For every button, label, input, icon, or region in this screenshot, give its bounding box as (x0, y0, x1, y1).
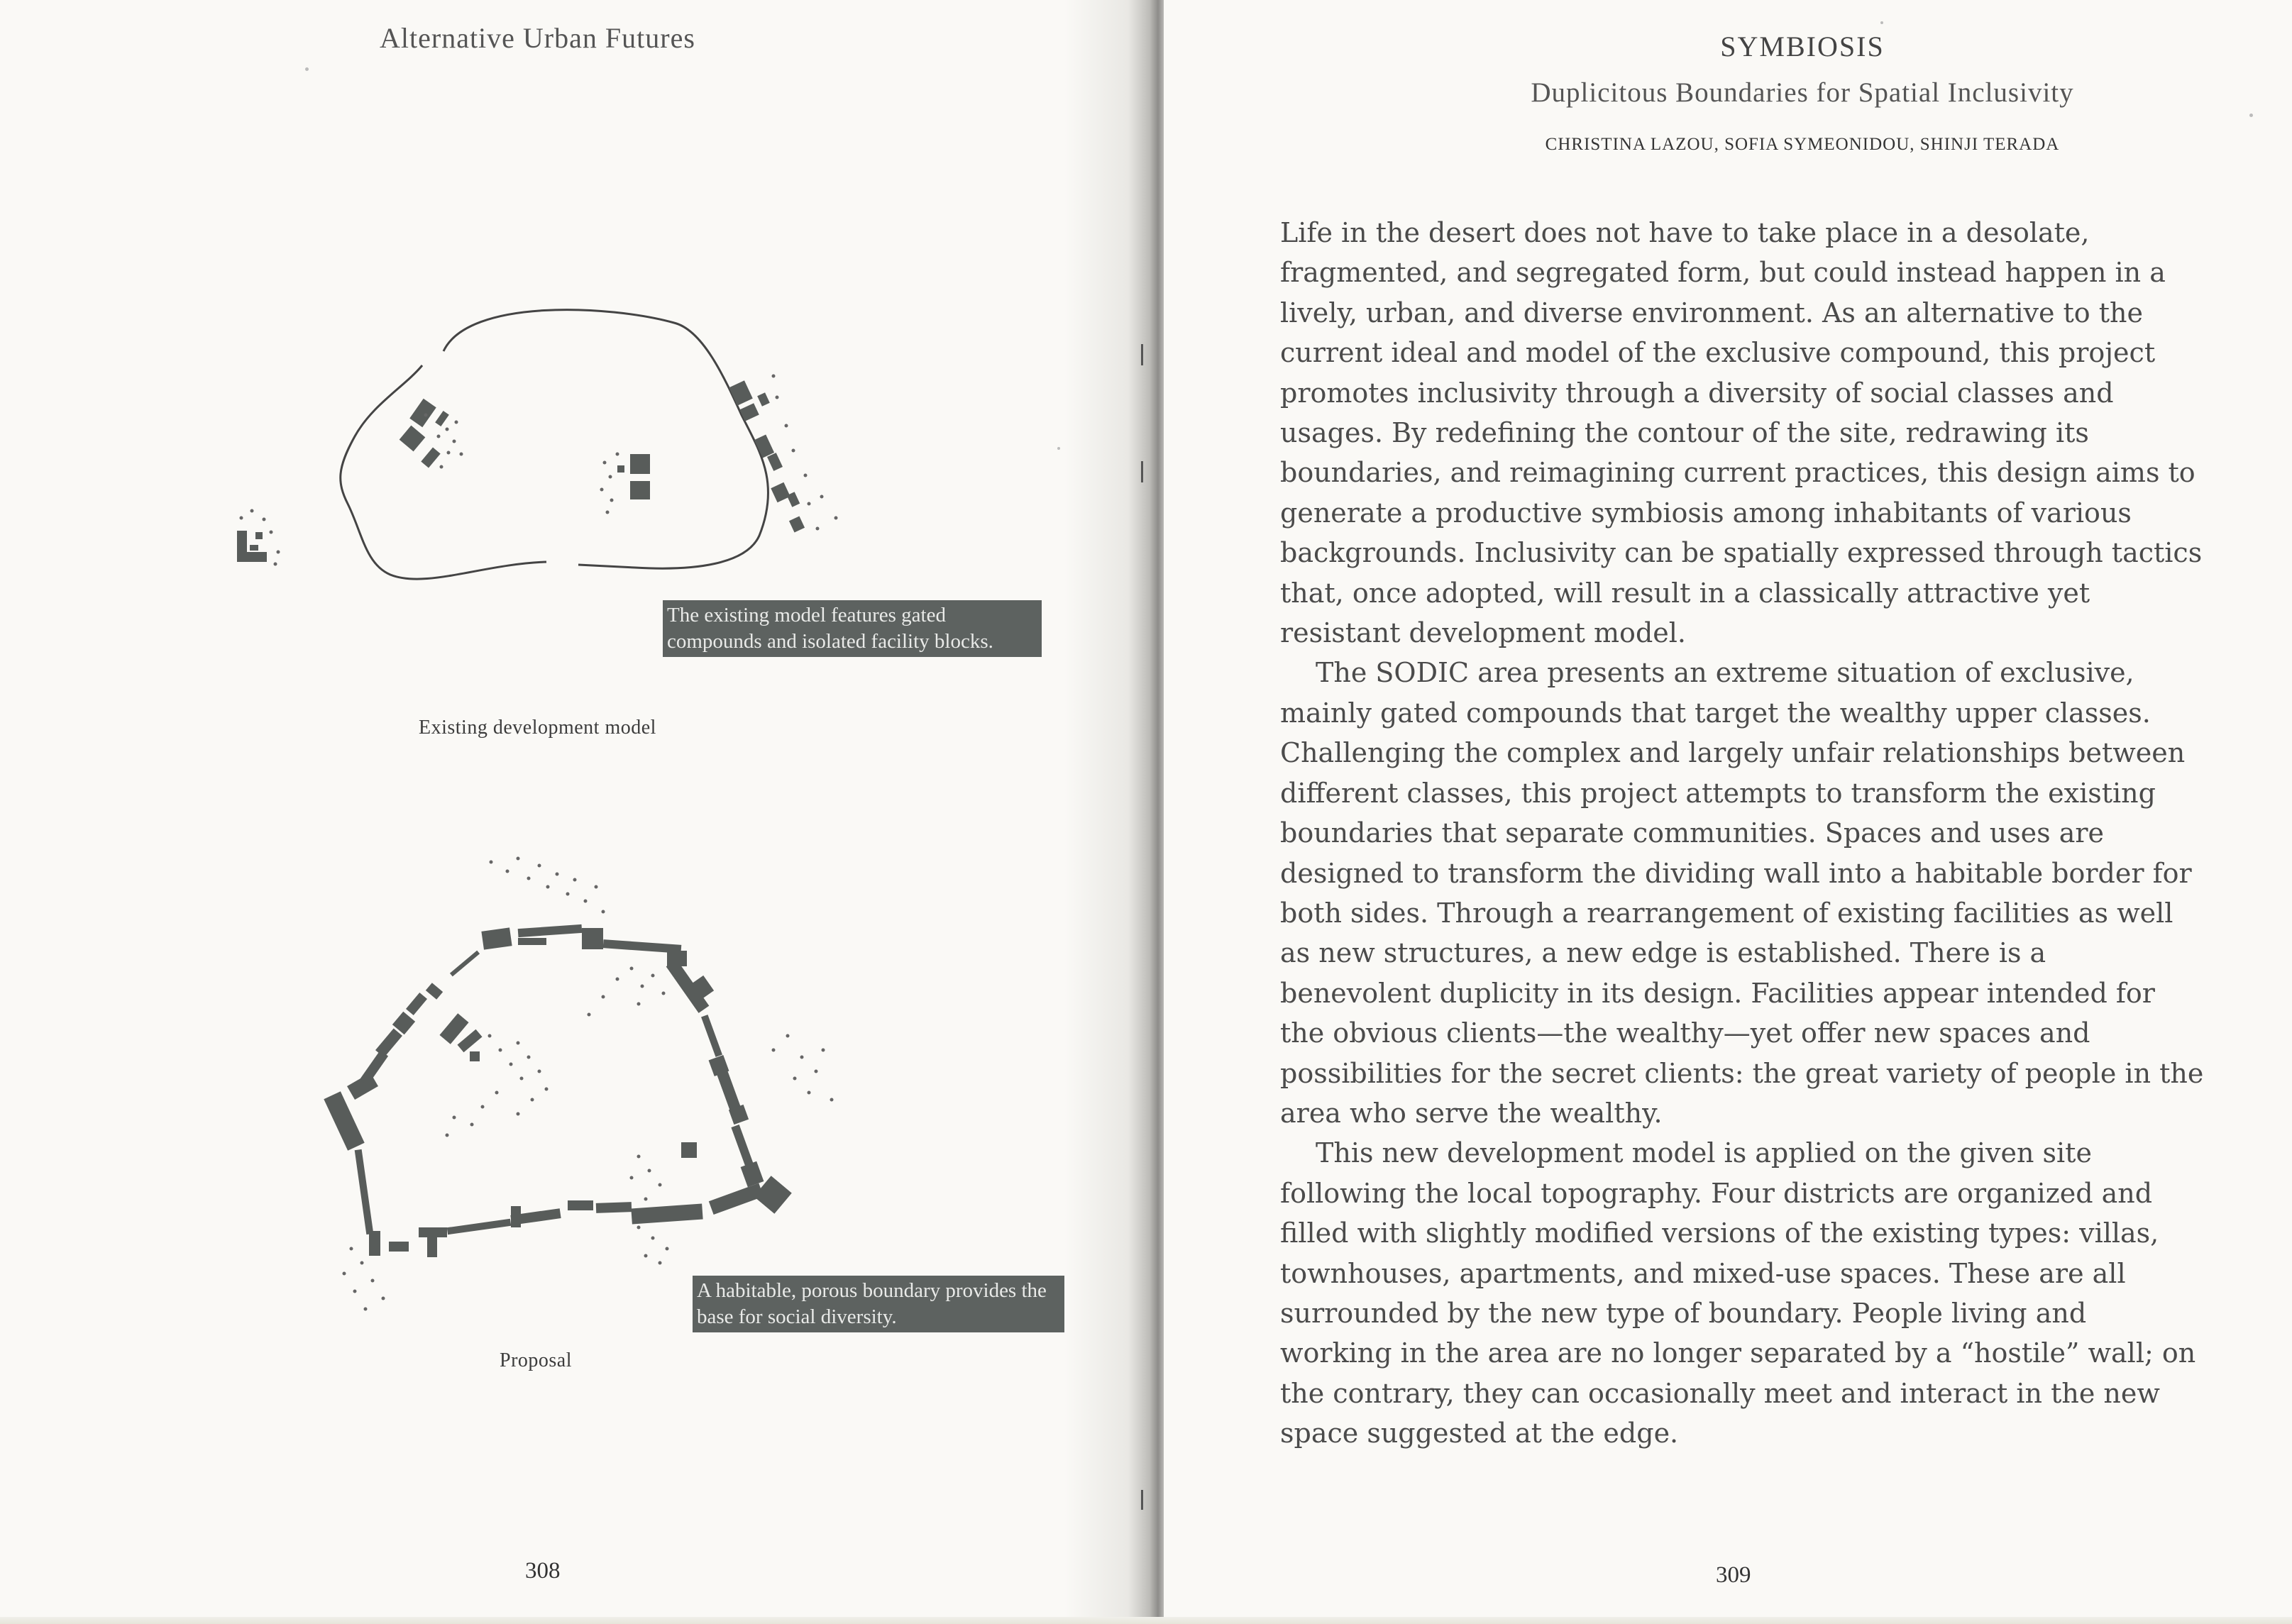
speck (1880, 21, 1883, 24)
article-authors: CHRISTINA LAZOU, SOFIA SYMEONIDOU, SHINJI TERADA (1545, 135, 2060, 154)
body-paragraph: This new development model is applied on the given site following the local topography. Four districts are organized and filled with slightly modified versions of the existing types: villas, townhouses, apartments, and mixed-use spaces. These are all surrounded by the new type of boundary. People living and working in the area are no longer separated by a “hostile” wall; on the contrary, they can occasionally meet and interact in the new space suggested at the edge. (1280, 1137, 2196, 1449)
body-paragraph: The SODIC area presents an extreme situation of exclusive, mainly gated compounds that target the wealthy upper classes. Challenging the complex and largely unfair relationships between different classes, this project attempts to transform the existing boundaries that separate communities. Spaces and uses are designed to transform the dividing wall into a habitable border for both sides. Through a rearrangement of existing facilities as well as new structures, a new edge is established. There is a benevolent duplicity in its design. Facilities appear intended for the obvious clients—the wealthy—yet offer new spaces and possibilities for the secret clients: the great variety of people in the area who serve the wealthy. (1280, 657, 2204, 1129)
speck (1057, 447, 1060, 450)
proposal-note: A habitable, porous boundary provides the base for social diversity. (693, 1276, 1071, 1332)
body-paragraph: Life in the desert does not have to take place in a desolate, fragmented, and segregated form, but could instead happen in a lively, urban, and diverse environment. As an alternative to the current ideal and model of the exclusive compound, this project promotes inclusivity through a diversity of social classes and usages. By redefining the contour of the site, redrawing its boundaries, and reimagining current practices, this design aims to generate a productive symbiosis among inhabitants of various backgrounds. Inclusivity can be spatially expressed through tactics that, once adopted, will result in a classically attractive yet resistant development model. (1280, 217, 2203, 649)
speck (305, 67, 309, 71)
existing-model-caption: Existing development model (419, 717, 656, 739)
margin-mark (1141, 461, 1143, 482)
running-head: Alternative Urban Futures (380, 22, 695, 54)
existing-model-diagram (213, 284, 894, 653)
proposal-dots (343, 857, 834, 1311)
compound-boundary (341, 310, 768, 580)
speck (2249, 114, 2253, 117)
article-subtitle: Duplicitous Boundaries for Spatial Inclusivity (1531, 77, 2074, 108)
page-bottom-edge (0, 1617, 2292, 1624)
article-body (1280, 213, 2204, 1454)
page-number-left: 308 (525, 1558, 561, 1584)
building-blocks (237, 380, 805, 562)
article-title: SYMBIOSIS (1720, 31, 1885, 62)
margin-mark (1141, 344, 1143, 365)
boundary-buildings (324, 924, 791, 1257)
proposal-diagram (305, 844, 873, 1341)
proposal-caption: Proposal (500, 1349, 572, 1371)
existing-model-note: The existing model features gated compounds and isolated facility blocks. (663, 600, 1042, 657)
left-page (0, 0, 1125, 1624)
site-dots (240, 375, 838, 566)
margin-mark (1141, 1490, 1143, 1510)
page-number-right: 309 (1716, 1562, 1751, 1588)
